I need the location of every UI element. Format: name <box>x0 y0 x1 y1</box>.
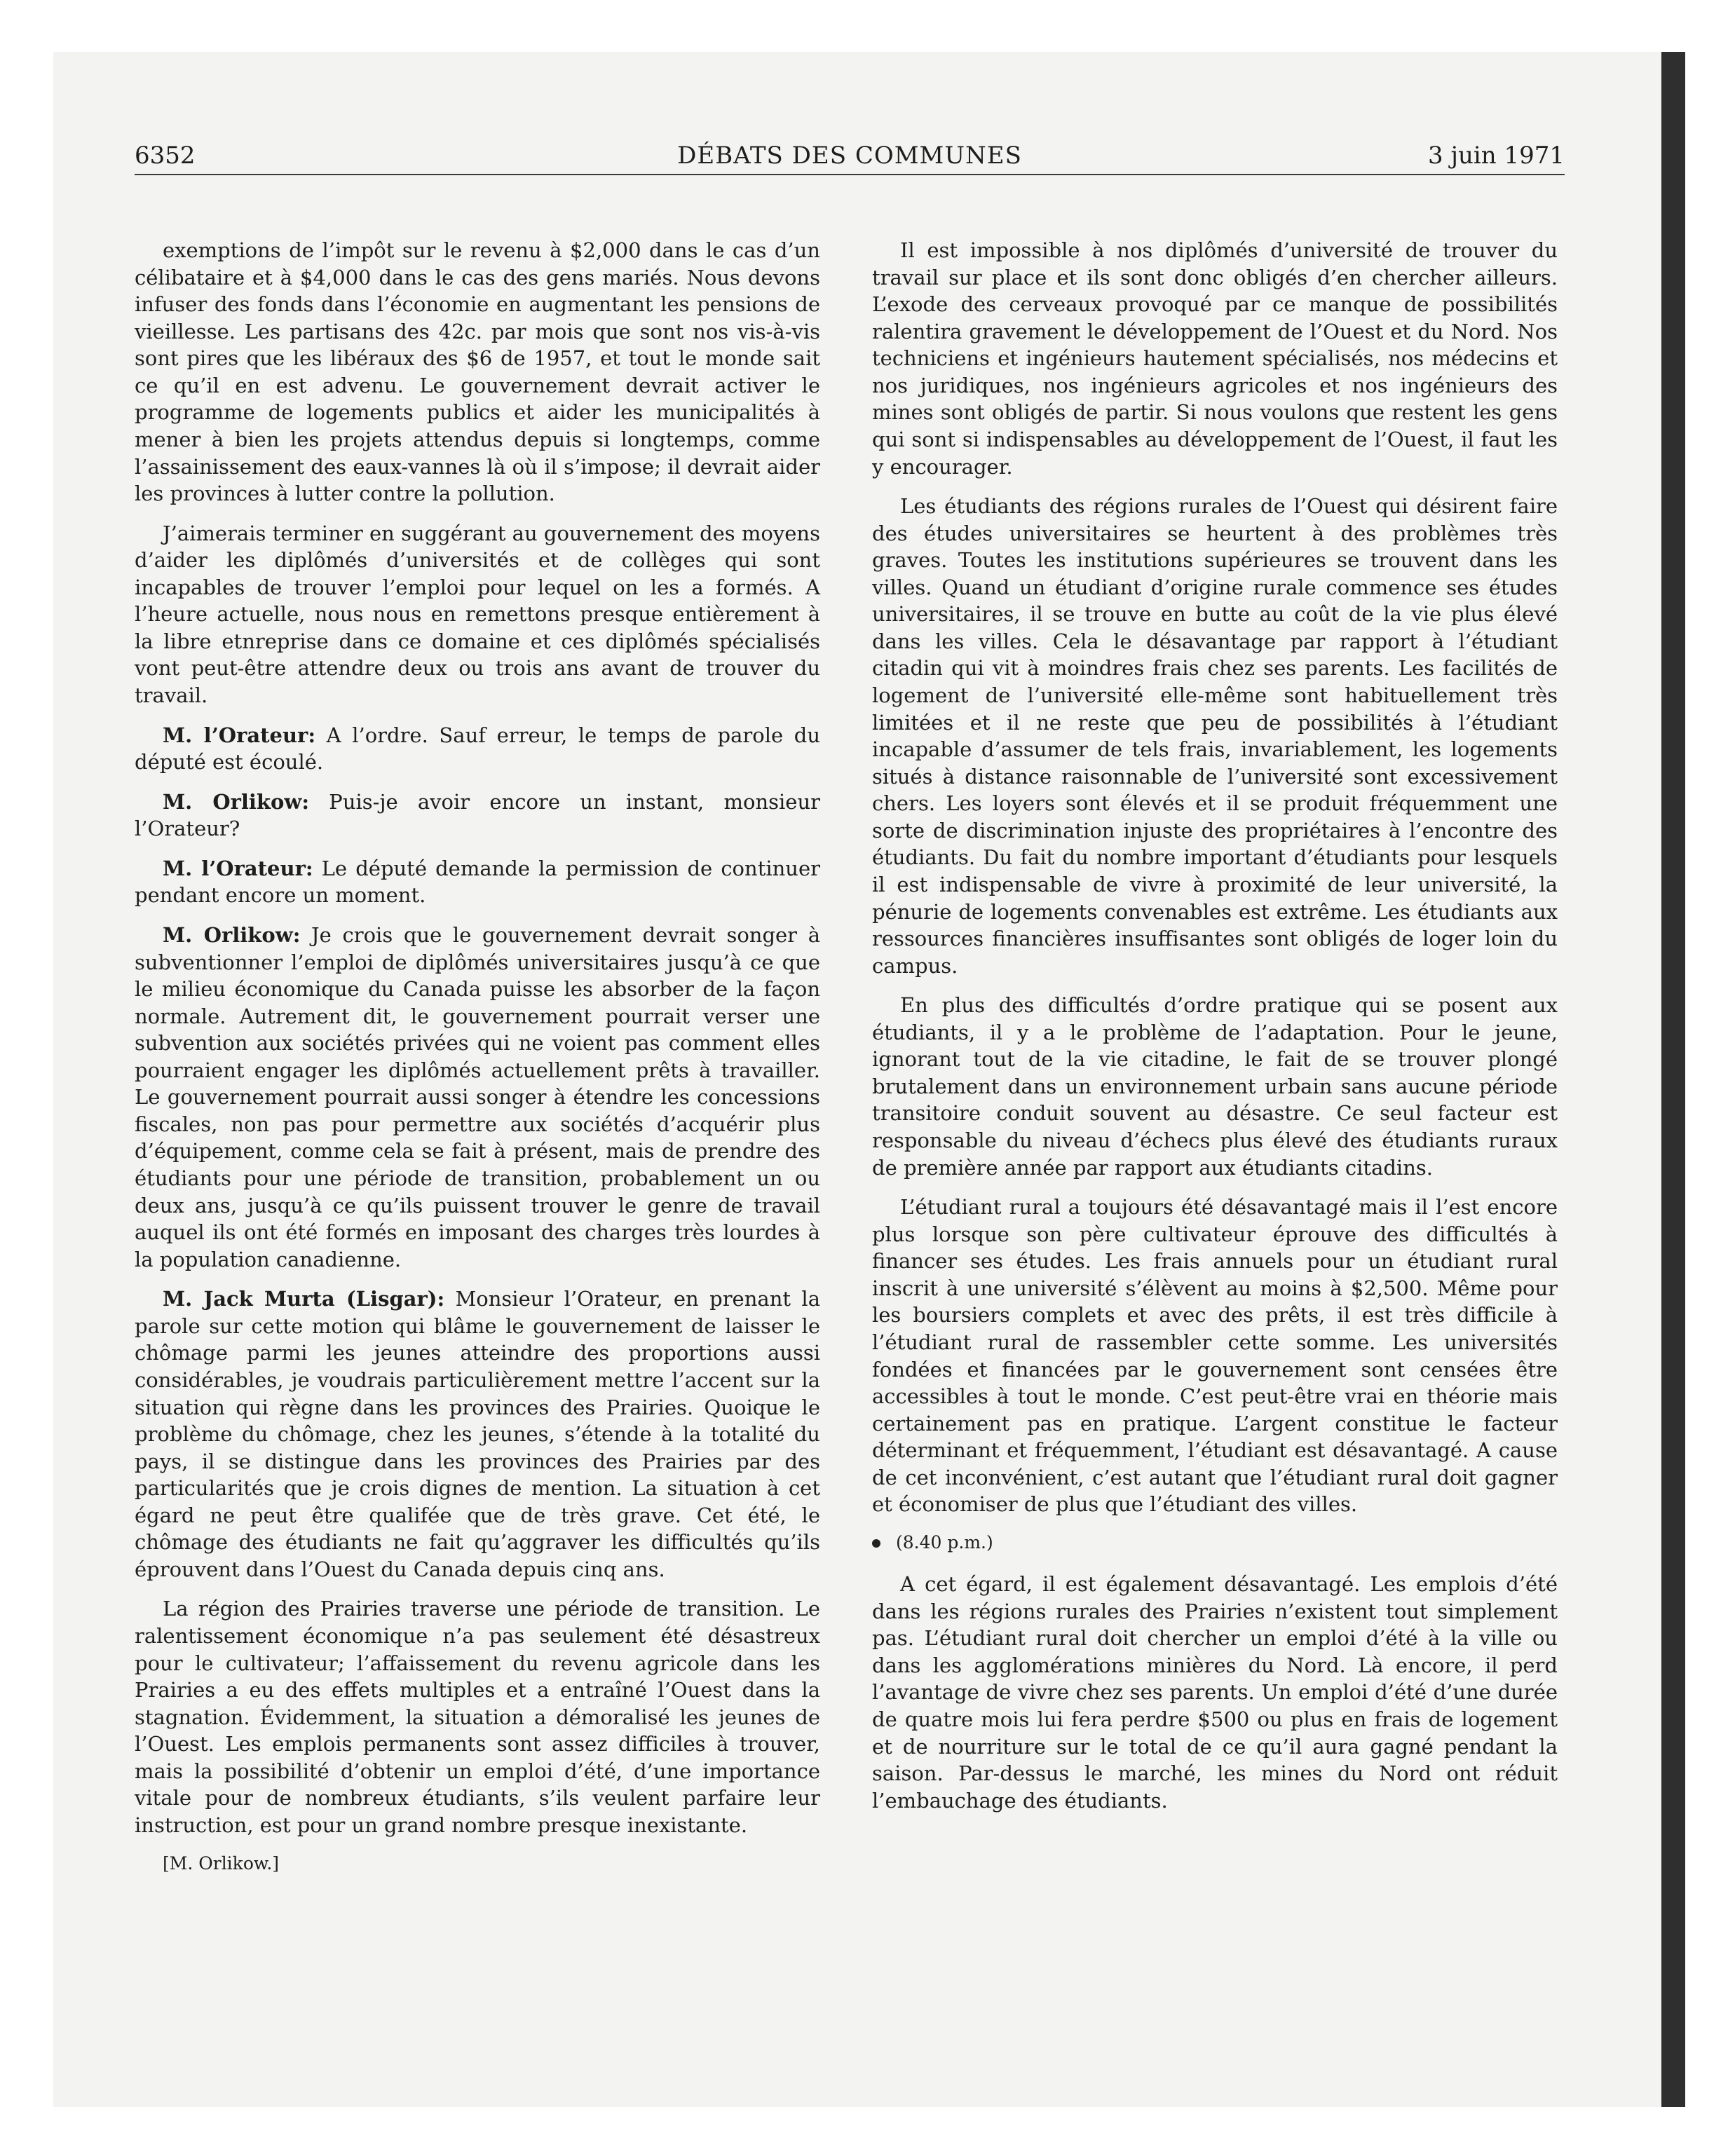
page-date: 3 juin 1971 <box>1428 142 1565 170</box>
left-column <box>135 237 820 1875</box>
speech-text: A l’ordre. Sauf erreur, le temps de parole du député est écoulé. <box>135 723 821 775</box>
speech-paragraph <box>135 722 820 776</box>
paragraph: En plus des difficultés d’ordre pratique qui se posent aux étudiants, il y a le problème de l’adaptation. Pour le jeune, ignorant tout de la vie citadine, le fait de se trouver plongé brutalement dans un environnement urbain sans aucune période transitoire conduit souvent au désastre. Ce seul facteur est responsable du niveau d’échecs plus élevé des étudiants ruraux de première année par rapport aux étudiants citadins. <box>872 993 1558 1180</box>
speech-text: Je crois que le gouvernement devrait songer à subventionner l’emploi de diplômés universitaires jusqu’à ce que le milieu économique du Canada puisse les absorber de la façon normale. Autrement dit, le gouvernement pourrait verser une subvention aux sociétés privées qui ne voient pas comment elles pourraient engager les diplômés actuellement prêts à travailler. Le gouvernement pourrait aussi songer à étendre les concessions fiscales, non pas pour permettre aux sociétés d’acquérir plus d’équipement, comme cela se fait à présent, mais de prendre des étudiants pour une période de transition, probablement un ou deux ans, jusqu’à ce qu’ils puissent trouver le genre de travail auquel ils ont été formés en imposant des charges très lourdes à la population canadienne. <box>135 922 820 1271</box>
page-header <box>135 142 1565 177</box>
speech-paragraph <box>135 789 820 842</box>
paragraph: Les étudiants des régions rurales de l’Ouest qui désirent faire des études universitaires se heurtent à des problèmes très graves. Toutes les institutions supérieures se trouvent dans les villes. Quand un étudiant d’origine rurale commence ses études universitaires, il se trouve en butte au coût de la vie plus élevé dans les villes. Cela le désavantage par rapport à l’étudiant citadin qui vit à moindres frais chez ses parents. Les facilités de logement de l’université elle-même sont habituellement très limitées et il ne reste que peu de possibilités à l’étudiant incapable d’assumer de tels frais, invariablement, les logements situés à distance raisonnable de l’université sont excessivement chers. Les loyers sont élevés et il se produit fréquemment une sorte de discrimination injuste des propriétaires à l’encontre des étudiants. Du fait du nombre important d’étudiants pour lesquels il est indispensable de vivre à proximité de leur université, la pénurie de logements convenables est extrême. Les étudiants aux ressources financières insuffisantes sont obligés de loger loin du campus. <box>872 494 1558 978</box>
paragraph: A cet égard, il est également désavantagé. Les emplois d’été dans les régions rurales des Prairies n’existent tout simplement pas. L’étudiant rural doit chercher un emploi d’été à la ville ou dans les agglomérations minières du Nord. Là encore, il perd l’avantage de vivre chez ses parents. Un emploi d’été d’une durée de quatre mois lui fera perdre $500 ou plus en frais de logement et de nourriture sur le total de ce qu’il aura gagné pendant la saison. Par-dessus le marché, les mines du Nord ont réduit l’embauchage des étudiants. <box>872 1572 1558 1813</box>
time-marker <box>872 1531 1558 1554</box>
bullet-icon <box>872 1539 880 1548</box>
page-number: 6352 <box>135 142 196 170</box>
paragraph: J’aimerais terminer en suggérant au gouvernement des moyens d’aider les diplômés d’universités et de collèges qui sont incapables de trouver l’emploi pour lequel on les a formés. A l’heure actuelle, nous nous en remettons presque entièrement à la libre etnreprise dans ce domaine et ces diplômés spécialisés vont peut-être attendre deux ou trois ans avant de trouver du travail. <box>135 521 820 707</box>
speaker-name: M. Orlikow: <box>163 922 301 947</box>
header-rule <box>135 174 1565 175</box>
scan-edge-shadow <box>1661 52 1685 2107</box>
paragraph: exemptions de l’impôt sur le revenu à $2,000 dans le cas d’un célibataire et à $4,000 dans le cas des gens mariés. Nous devons infuser des fonds dans l’économie en augmentant les pensions de vieillesse. Les partisans des 42c. par mois que sont nos vis-à-vis sont pires que les libéraux des $6 de 1957, et tout le monde sait ce qu’il en est advenu. Le gouvernement devrait activer le programme de logements publics et aider les municipalités à mener à bien les projets attendus depuis si longtemps, comme l’assainissement des eaux-vannes là où il s’impose; il devrait aider les provinces à lutter contre la pollution. <box>135 238 820 506</box>
speaker-name: M. Orlikow: <box>163 789 310 814</box>
paragraph: La région des Prairies traverse une période de transition. Le ralentissement économique n’a pas seulement été désastreux pour le cultivateur; l’affaissement du revenu agricole dans les Prairies a eu des effets multiples et a entraîné l’Ouest dans la stagnation. Évidemment, la situation a démoralisé les jeunes de l’Ouest. Les emplois permanents sont assez difficiles à trouver, mais la possibilité d’obtenir un emploi d’été, d’une importance vitale pour de nombreux étudiants, s’ils veulent parfaire leur instruction, est pour un grand nombre presque inexistante. <box>135 1597 820 1837</box>
speaker-name: M. l’Orateur: <box>163 723 316 747</box>
speaker-name: M. l’Orateur: <box>163 856 313 880</box>
speech-text: Puis-je avoir encore un instant, monsieur l’Orateur? <box>135 789 820 841</box>
paragraph: L’étudiant rural a toujours été désavantagé mais il l’est encore plus lorsque son père cultivateur éprouve des difficultés à financer ses études. Les frais annuels pour un étudiant rural inscrit à une université s’élèvent au moins à $2,500. Même pour les boursiers complets et avec des prêts, il est très difficile à l’étudiant rural de rassembler cette somme. Les universités fondées et financées par le gouvernement sont censées être accessibles à tout le monde. C’est peut-être vrai en théorie mais certainement pas en pratique. L’argent constitue le facteur déterminant et fréquemment, l’étudiant est désavantagé. A cause de cet inconvénient, c’est autant que l’étudiant rural doit gagner et économiser de plus que l’étudiant des villes. <box>872 1195 1558 1517</box>
paragraph: Il est impossible à nos diplômés d’université de trouver du travail sur place et ils sont donc obligés d’en chercher ailleurs. L’exode des cerveaux provoqué par ce manque de possibilités ralentira gravement le développement de l’Ouest et du Nord. Nos techniciens et ingénieurs hautement spécialisés, nos médecins et nos juridiques, nos ingénieurs agricoles et nos ingénieurs des mines sont obligés de partir. Si nous voulons que restent les gens qui sont si indispensables au développement de l’Ouest, il faut les y encourager. <box>872 238 1558 479</box>
time-marker-text: (8.40 p.m.) <box>896 1531 993 1553</box>
speech-text: Monsieur l’Orateur, en prenant la parole sur cette motion qui blâme le gouvernement de laisser le chômage parmi les jeunes atteindre des proportions aussi considérables, je voudrais particulièrement mettre l’accent sur la situation qui règne dans les provinces des Prairies. Quoique le problème du chômage, chez les jeunes, s’étende à la totalité du pays, il se distingue dans les provinces des Prairies par des particularités que je crois dignes de mention. La situation à cet égard ne peut être qualifée que de très grave. Cet été, le chômage des étudiants ne fait qu’aggraver les difficultés qu’ils éprouvent dans l’Ouest du Canada depuis cinq ans. <box>135 1287 820 1581</box>
speech-paragraph <box>135 855 820 909</box>
speaker-name: M. Jack Murta (Lisgar): <box>163 1287 445 1311</box>
page-title: DÉBATS DES COMMUNES <box>677 142 1022 170</box>
speech-paragraph <box>135 1285 820 1583</box>
speaker-continuation-note: [M. Orlikow.] <box>163 1853 280 1874</box>
speech-text: Le député demande la permission de continuer pendant encore un moment. <box>135 856 821 908</box>
speech-paragraph <box>135 922 820 1273</box>
right-column <box>872 237 1558 1827</box>
